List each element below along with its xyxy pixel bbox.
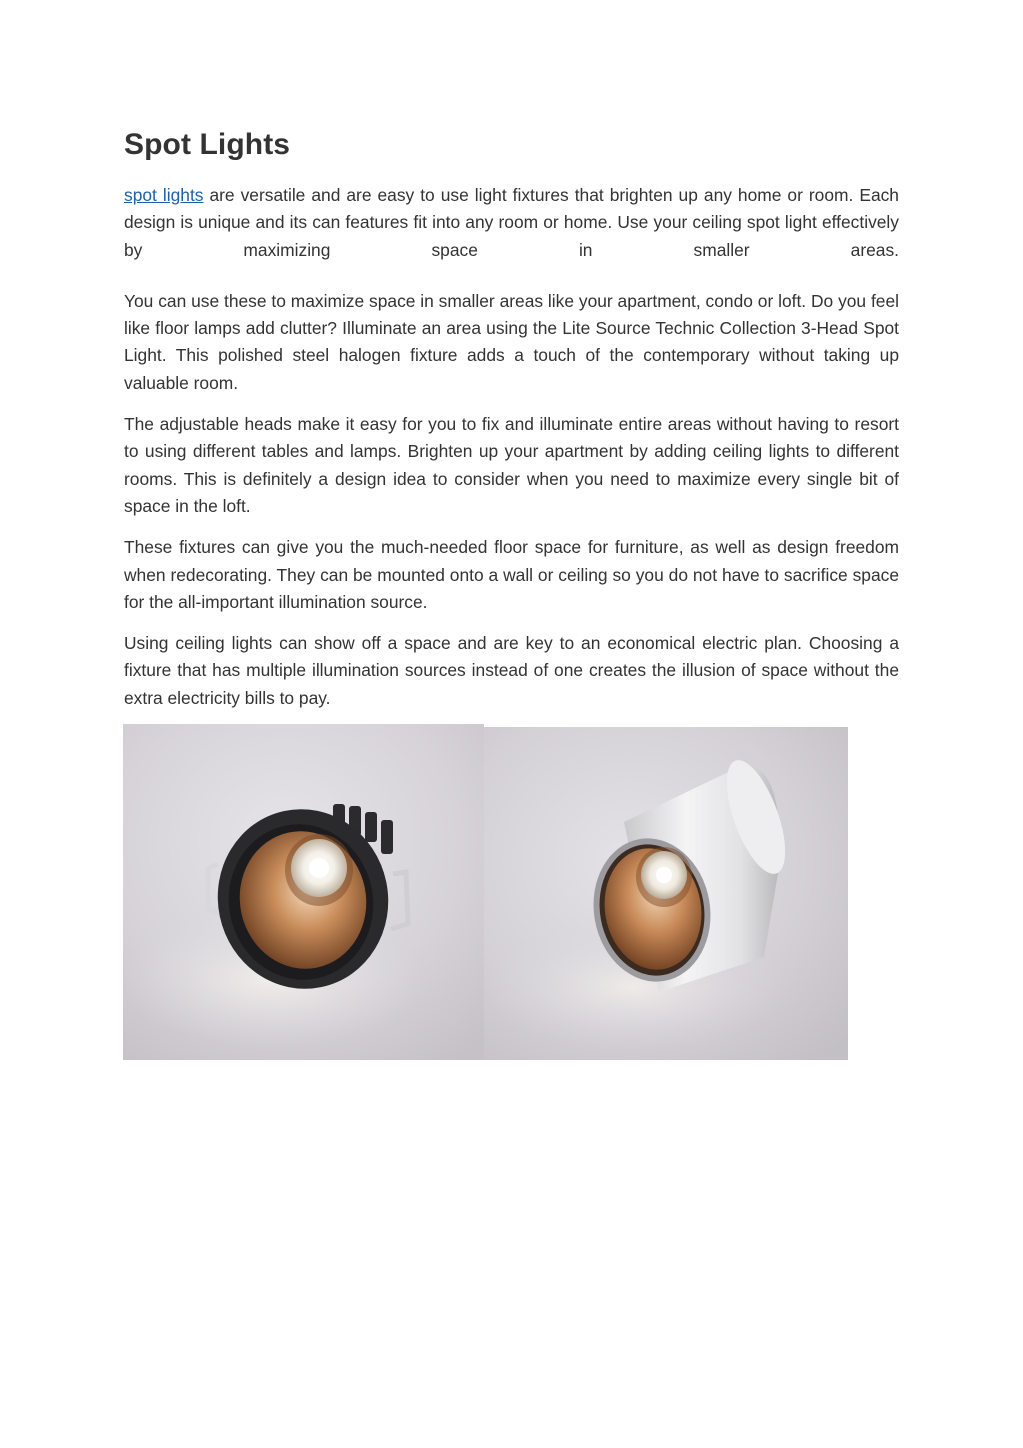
article bbox=[124, 124, 899, 712]
recessed-spotlight-image bbox=[123, 724, 484, 1060]
spot-lights-link[interactable]: spot lights bbox=[124, 185, 204, 205]
paragraph-4: Using ceiling lights can show off a space and are key to an economical electric plan. Choosing a fixture that has multiple illumination sources instead of one creates the illusion of space without the extra electricity bills to pay. bbox=[124, 633, 899, 708]
surface-cylinder-spotlight-image bbox=[484, 727, 848, 1060]
intro-text: are versatile and are easy to use light fixtures that brighten up any home or room. Each design is unique and its can features fit into any room or home. Use your ceiling spot light effectively by maximizing space in smaller areas. bbox=[124, 185, 899, 260]
paragraph-2: The adjustable heads make it easy for you to fix and illuminate entire areas without having to resort to using different tables and lamps. Brighten up your apartment by adding ceiling lights to different rooms. This is definitely a design idea to consider when you need to maximize every single bit of space in the loft. bbox=[124, 414, 899, 516]
paragraph-3: These fixtures can give you the much-needed floor space for furniture, as well as design freedom when redecorating. They can be mounted onto a wall or ceiling so you do not have to sacrifice space for the all-important illumination source. bbox=[124, 537, 899, 612]
product-images bbox=[123, 724, 848, 1060]
paragraph-1: You can use these to maximize space in smaller areas like your apartment, condo or loft. Do you feel like floor lamps add clutter? Illuminate an area using the Lite Source Technic Collection 3-Head Spot Light. This polished steel halogen fixture adds a touch of the contemporary without taking up valuable room. bbox=[124, 290, 899, 393]
intro-paragraph bbox=[124, 182, 899, 264]
page-title: Spot Lights bbox=[124, 128, 291, 161]
